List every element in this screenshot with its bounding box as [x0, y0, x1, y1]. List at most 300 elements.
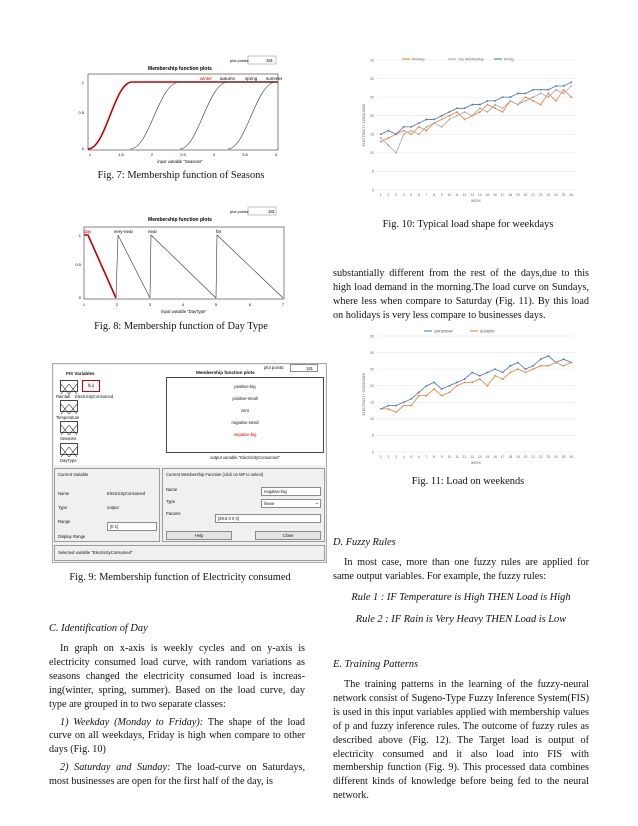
xtick-5: 6 — [417, 455, 420, 459]
fig7-caption: Fig. 7: Membership function of Seasons — [97, 170, 265, 181]
ytick-5: 25 — [370, 367, 374, 372]
series-line-2 — [381, 82, 571, 134]
series-1-point-19 — [525, 372, 527, 374]
series-1-point-10 — [456, 115, 458, 117]
series-0-point-8 — [441, 388, 443, 390]
xtick-6: 7 — [425, 193, 428, 197]
xtick-21: 22 — [538, 455, 543, 459]
fis-input-seasons-node[interactable] — [60, 421, 78, 433]
display-range-label: Display Range — [58, 534, 86, 539]
legend-label-0: Monday — [412, 57, 425, 62]
xtick-6: 7 — [425, 455, 428, 459]
fig9-plot-points-value: 181 — [306, 366, 313, 371]
xtick-22: 23 — [546, 455, 551, 459]
xtick-15: 16 — [493, 455, 497, 459]
xtick-16: 17 — [500, 193, 505, 197]
series-0-point-9 — [448, 115, 450, 117]
series-0-point-16 — [502, 372, 504, 374]
mf-name-label: Name — [166, 487, 178, 492]
series-1-point-14 — [487, 385, 489, 387]
series-1-point-9 — [448, 119, 450, 121]
section-d-heading: D. Fuzzy Rules — [333, 537, 396, 548]
params-label: Params — [166, 511, 181, 516]
fis-output-node-label: f(u) — [87, 383, 95, 388]
ytick-6: 30 — [370, 350, 374, 355]
fis-input-daytype-icon — [61, 447, 77, 457]
series-2-point-25 — [570, 81, 572, 83]
fig7-xtick-5: 3.5 — [242, 152, 248, 157]
series-1-point-4 — [410, 405, 412, 407]
y-axis-label: ELECTRICITY CONSUMED — [362, 103, 366, 147]
series-1-point-17 — [509, 372, 511, 374]
fig8-xtick-3: 4 — [181, 302, 185, 307]
series-1-point-25 — [570, 362, 572, 364]
series-1-point-0 — [380, 408, 382, 410]
series-2-point-20 — [532, 89, 534, 91]
series-0-point-15 — [494, 107, 496, 109]
fig11-chart — [357, 326, 579, 466]
section-e-heading: E. Training Patterns — [333, 659, 419, 670]
fig8-plot-points-value: 181 — [268, 209, 275, 214]
fig7-xtick-0: 1 — [88, 152, 92, 157]
weekend-title: 2) Saturday and Sunday: — [60, 762, 171, 774]
series-0-point-11 — [464, 119, 466, 121]
help-button[interactable]: Help — [166, 531, 232, 540]
fis-output-node[interactable] — [82, 380, 100, 392]
fig8-plot — [70, 204, 292, 316]
fig8-ytick-05: 0.5 — [75, 262, 81, 267]
legend-label-1: Tue Wednesday — [458, 57, 484, 62]
fis-variables-title: FIS Variables — [66, 371, 95, 376]
x-axis-label: WEEK — [471, 199, 481, 203]
xtick-13: 14 — [477, 193, 482, 197]
fis-input-daytype-label: DayType — [60, 458, 77, 463]
fig10-caption: Fig. 10: Typical load shape for weekdays — [382, 219, 554, 230]
xtick-7: 8 — [433, 193, 436, 197]
fig7-mf-spring[interactable]: spring — [245, 76, 258, 81]
series-0-point-21 — [540, 104, 542, 106]
ytick-1: 5 — [372, 169, 374, 174]
chart-legend — [402, 58, 514, 62]
xtick-23: 24 — [554, 455, 558, 459]
fig9-output-label: output variable "ElectricityConsumed" — [210, 455, 280, 460]
para-weekend — [49, 761, 305, 789]
series-2-point-14 — [487, 100, 489, 102]
series-2-point-2 — [395, 133, 397, 135]
series-0-point-4 — [410, 398, 412, 400]
series-0-point-3 — [403, 401, 405, 403]
series-1-point-23 — [555, 362, 557, 364]
para-fuzzy-rules: In most case, more than one fuzzy rules are applied for same output variables. For example, the fuzzy rules: — [333, 557, 589, 582]
series-0-point-15 — [494, 368, 496, 370]
section-c-heading: C. Identification of Day — [49, 623, 148, 634]
series-1-point-1 — [388, 145, 390, 147]
para-weekday — [49, 716, 305, 758]
fis-output-label: ElectricityConsumed — [75, 394, 114, 399]
fig8-xtick-6: 7 — [281, 302, 285, 307]
ytick-1: 5 — [372, 433, 374, 438]
fig7-xtick-4: 3 — [212, 152, 216, 157]
ytick-2: 10 — [370, 151, 374, 156]
xtick-14: 15 — [485, 193, 490, 197]
series-0-point-20 — [532, 100, 534, 102]
xtick-5: 6 — [417, 193, 420, 197]
legend-label-1: SUNDAY — [480, 329, 495, 334]
weekend-text: The load-curve on Saturdays, most businesses are open for the first half of the day, is — [49, 762, 305, 788]
series-1-point-0 — [380, 137, 382, 139]
current-mf-panel — [162, 468, 325, 542]
series-0-point-0 — [380, 141, 382, 143]
series-1-point-24 — [563, 93, 565, 95]
series-0-point-22 — [547, 355, 549, 357]
ytick-5: 25 — [370, 95, 374, 100]
series-2-point-4 — [410, 126, 412, 128]
xtick-18: 19 — [515, 193, 520, 197]
fig7-plot-points-value: 181 — [266, 58, 273, 63]
series-1-point-13 — [479, 378, 481, 380]
fig7-title: Membership function plots — [148, 66, 212, 72]
params-field[interactable] — [215, 514, 321, 523]
series-1-point-13 — [479, 107, 481, 109]
fis-input-rainfall-node[interactable] — [60, 380, 78, 392]
series-0-point-11 — [464, 378, 466, 380]
series-line-0 — [381, 356, 571, 409]
x-axis-label: WEEK — [471, 461, 481, 465]
series-1-point-22 — [547, 365, 549, 367]
fig9-plot-points-label: plot points: — [264, 365, 285, 370]
fig7-mf-winter[interactable]: winter — [200, 76, 213, 81]
fig7-mf-summer[interactable]: summer — [266, 76, 283, 81]
series-0-point-13 — [479, 111, 481, 113]
fig8-mf-day[interactable]: day — [84, 229, 92, 234]
fig10-chart — [357, 54, 579, 204]
fig11-caption: Fig. 11: Load on weekends — [411, 476, 525, 487]
series-1-point-24 — [563, 365, 565, 367]
xtick-0: 1 — [379, 455, 382, 459]
xtick-22: 23 — [546, 193, 551, 197]
series-0-point-9 — [448, 385, 450, 387]
xtick-25: 26 — [569, 455, 574, 459]
xtick-1: 2 — [387, 193, 390, 197]
series-1-point-18 — [517, 104, 519, 106]
mf-name-field[interactable] — [261, 487, 321, 496]
mf-type-label: Type — [166, 499, 176, 504]
series-0-point-8 — [441, 119, 443, 121]
xtick-3: 4 — [402, 455, 405, 459]
series-0-point-24 — [563, 358, 565, 360]
series-1-point-18 — [517, 368, 519, 370]
fis-variables-pane — [54, 365, 325, 465]
fig8-ytick-0: 0 — [78, 295, 81, 300]
series-0-point-17 — [509, 365, 511, 367]
current-variable-panel — [54, 468, 160, 542]
series-2-point-13 — [479, 104, 481, 106]
fig7-xlabel: input variable "Seasons" — [157, 159, 203, 164]
ytick-4: 20 — [370, 384, 374, 389]
ytick-2: 10 — [370, 417, 374, 422]
params-value: [29.6 0 0 0] — [218, 516, 239, 521]
series-0-point-14 — [487, 372, 489, 374]
series-1-point-2 — [395, 152, 397, 154]
fis-input-temperature-icon — [61, 404, 77, 414]
series-1-point-21 — [540, 365, 542, 367]
fig7-ytick-0: 0 — [81, 146, 84, 151]
series-2-point-9 — [448, 111, 450, 113]
xtick-2: 3 — [395, 455, 397, 459]
fig8-xtick-1: 2 — [115, 302, 119, 307]
fig8-mf-very-near[interactable]: very-near — [114, 229, 134, 234]
fig7-xtick-1: 1.5 — [118, 152, 124, 157]
xtick-2: 3 — [395, 193, 397, 197]
fig9-caption: Fig. 9: Membership function of Electricity consumed — [69, 572, 291, 583]
fig9-fis-editor — [52, 363, 327, 563]
series-line-1 — [381, 363, 571, 413]
series-0-point-6 — [426, 385, 428, 387]
series-0-point-20 — [532, 365, 534, 367]
series-1-point-4 — [410, 130, 412, 132]
series-1-point-17 — [509, 100, 511, 102]
series-0-point-3 — [403, 130, 405, 132]
series-2-point-6 — [426, 119, 428, 121]
mf-type-value: linear — [264, 501, 275, 506]
fig8-xtick-0: 1 — [82, 302, 86, 307]
fig8-ytick-1: 1 — [78, 233, 81, 238]
series-2-point-3 — [403, 126, 405, 128]
series-1-point-5 — [418, 395, 420, 397]
current-mf-title: Current Membership Function (click on MF to select) — [166, 472, 264, 477]
para-training: The training patterns in the learning of the fuzzy-neural network consist of Sugeno-Type Fuzzy Inference System(FIS) is used in this input variables applied with membership values of p and fuzzy inference rules. The outcome of fuzzy rules as described above (Fig. 12). The Target load is output of electricity consumed and it also load into FIS with membership function (Fig. 9). This processed data combines different kinds of knowledge before being fed to the neural network. — [333, 679, 589, 802]
legend-label-2: Friday — [504, 57, 514, 62]
ytick-7: 35 — [370, 58, 374, 63]
series-0-point-18 — [517, 362, 519, 364]
series-2-point-0 — [380, 133, 382, 135]
xtick-9: 10 — [447, 193, 452, 197]
series-0-point-23 — [555, 100, 557, 102]
series-2-point-8 — [441, 115, 443, 117]
ytick-0: 0 — [372, 188, 374, 193]
fig8-plot-points-label: plot points: — [230, 209, 250, 214]
mf-name-value: negative-big — [264, 489, 287, 494]
range-value: [0 1] — [110, 524, 119, 529]
ytick-6: 30 — [370, 76, 374, 81]
fig7-mf-autumn[interactable]: autumn — [220, 76, 236, 81]
fig11-figure — [357, 326, 579, 466]
xtick-20: 21 — [531, 193, 536, 197]
series-2-point-11 — [464, 107, 466, 109]
series-1-point-1 — [388, 408, 390, 410]
series-2-point-10 — [456, 107, 458, 109]
series-0-point-14 — [487, 104, 489, 106]
fis-input-seasons-icon — [61, 425, 77, 435]
series-1-point-16 — [502, 107, 504, 109]
name-label: Name — [58, 491, 70, 496]
xtick-9: 10 — [447, 455, 452, 459]
xtick-16: 17 — [500, 455, 505, 459]
series-1-point-3 — [403, 405, 405, 407]
series-1-point-23 — [555, 89, 557, 91]
series-1-point-25 — [570, 85, 572, 87]
mf-zero[interactable]: zero — [240, 408, 250, 413]
series-0-point-5 — [418, 391, 420, 393]
xtick-10: 11 — [455, 193, 459, 197]
type-value: output — [107, 505, 119, 510]
fis-input-seasons-label: Seasons — [60, 436, 77, 441]
series-0-point-25 — [570, 96, 572, 98]
y-axis-label: ELECTRICITY CONSUMED — [362, 372, 366, 416]
series-1-point-2 — [395, 411, 397, 413]
fig8-caption: Fig. 8: Membership function of Day Type — [94, 321, 268, 332]
series-2-point-17 — [509, 96, 511, 98]
series-2-point-22 — [547, 89, 549, 91]
xtick-7: 8 — [433, 455, 436, 459]
mf-type-select[interactable] — [261, 499, 321, 508]
series-1-point-16 — [502, 378, 504, 380]
series-0-point-24 — [563, 89, 565, 91]
range-label: Range — [58, 519, 71, 524]
xtick-23: 24 — [554, 193, 558, 197]
rule-1: Rule 1 : IF Temperature is High THEN Load is High — [351, 592, 571, 603]
current-variable-title: Current Variable — [58, 472, 89, 477]
series-2-point-19 — [525, 93, 527, 95]
xtick-12: 13 — [470, 455, 475, 459]
xtick-13: 14 — [477, 455, 482, 459]
xtick-17: 18 — [508, 193, 513, 197]
series-0-point-19 — [525, 96, 527, 98]
ytick-3: 15 — [370, 132, 374, 137]
series-1-point-8 — [441, 126, 443, 128]
xtick-25: 26 — [569, 193, 574, 197]
chart-legend — [424, 330, 495, 334]
mf-positive-big[interactable]: positive-big — [234, 384, 256, 389]
series-1-point-10 — [456, 385, 458, 387]
fig8-xtick-2: 3 — [148, 302, 152, 307]
left-column-body — [49, 642, 305, 789]
series-1-point-3 — [403, 133, 405, 135]
series-2-point-15 — [494, 100, 496, 102]
xtick-8: 9 — [440, 455, 443, 459]
xtick-4: 5 — [410, 193, 413, 197]
ytick-7: 35 — [370, 334, 374, 339]
series-1-point-8 — [441, 395, 443, 397]
xtick-20: 21 — [531, 455, 536, 459]
fig8-xlabel: input variable "DayType" — [161, 309, 207, 314]
series-0-point-1 — [388, 405, 390, 407]
chevron-down-icon[interactable]: ⌄ — [314, 500, 319, 506]
series-0-point-22 — [547, 93, 549, 95]
fig7-plot — [70, 54, 292, 166]
name-value: ElectricityConsumed — [107, 491, 146, 496]
xtick-1: 2 — [387, 455, 390, 459]
legend-label-0: SATURDAY — [434, 329, 454, 334]
series-2-point-16 — [502, 96, 504, 98]
series-2-point-12 — [471, 104, 473, 106]
range-field[interactable] — [107, 522, 157, 531]
fig8-mf-near[interactable]: near — [148, 229, 158, 234]
series-2-point-24 — [563, 85, 565, 87]
fig8-xtick-5: 6 — [248, 302, 252, 307]
series-0-point-10 — [456, 382, 458, 384]
series-1-point-5 — [418, 133, 420, 135]
series-0-point-16 — [502, 111, 504, 113]
series-2-point-7 — [433, 119, 435, 121]
xtick-21: 22 — [538, 193, 543, 197]
xtick-15: 16 — [493, 193, 497, 197]
series-1-point-12 — [471, 115, 473, 117]
series-1-point-11 — [464, 111, 466, 113]
mf-positive-small[interactable]: positive-small — [232, 396, 258, 401]
xtick-17: 18 — [508, 455, 513, 459]
series-2-point-23 — [555, 85, 557, 87]
series-0-point-19 — [525, 368, 527, 370]
series-0-point-21 — [540, 358, 542, 360]
series-2-point-18 — [517, 93, 519, 95]
series-0-point-12 — [471, 372, 473, 374]
series-1-point-20 — [532, 96, 534, 98]
close-button[interactable]: Close — [255, 531, 321, 540]
mf-negative-small[interactable]: negative-small — [231, 420, 259, 425]
fig7-xtick-3: 2.5 — [180, 152, 186, 157]
fig7-xtick-2: 2 — [150, 152, 154, 157]
series-1-point-21 — [540, 93, 542, 95]
fig9-mf-plot[interactable] — [166, 377, 324, 453]
series-2-point-5 — [418, 122, 420, 124]
series-2-point-21 — [540, 89, 542, 91]
series-1-point-6 — [426, 126, 428, 128]
rule-2: Rule 2 : IF Rain is Very Heavy THEN Load is Low — [355, 614, 567, 625]
xtick-0: 1 — [379, 193, 382, 197]
series-2-point-1 — [388, 130, 390, 132]
mf-negative-big[interactable]: negative-big — [233, 432, 257, 437]
fis-input-temperature-node[interactable] — [60, 400, 78, 412]
series-1-point-7 — [433, 388, 435, 390]
series-1-point-15 — [494, 104, 496, 106]
xtick-24: 25 — [561, 193, 566, 197]
ytick-0: 0 — [372, 450, 374, 455]
fig9-plot-points-field[interactable] — [290, 364, 318, 372]
series-1-point-15 — [494, 375, 496, 377]
right-column-continuation: substantially different from the rest of the days,due to this high load demand in the morning.The load curve on Sundays, where less when compare to Saturday (Fig. 11). By this load on holidays is very less compare to businesses days. — [333, 268, 589, 321]
series-1-point-7 — [433, 122, 435, 124]
weekday-text: The shape of the load curve on all weekdays, Friday is high when compare to other days (Fig. 10) — [49, 716, 305, 756]
series-1-point-11 — [464, 382, 466, 384]
xtick-11: 12 — [462, 193, 467, 197]
fig7-figure — [70, 54, 292, 166]
series-0-point-10 — [456, 111, 458, 113]
xtick-14: 15 — [485, 455, 490, 459]
type-label: Type — [58, 505, 68, 510]
weekday-title: 1) Weekday (Monday to Friday): — [60, 716, 204, 728]
fis-input-temperature-label: Temperature — [56, 415, 80, 420]
xtick-19: 20 — [523, 193, 528, 197]
xtick-18: 19 — [515, 455, 520, 459]
fig8-figure — [70, 204, 292, 316]
fig8-xtick-4: 5 — [214, 302, 218, 307]
fig7-ytick-1: 1 — [81, 80, 84, 85]
fig8-mf-far[interactable]: far — [216, 229, 222, 234]
series-1-point-20 — [532, 368, 534, 370]
series-line-1 — [381, 86, 571, 153]
fis-input-daytype-node[interactable] — [60, 443, 78, 455]
xtick-4: 5 — [410, 455, 413, 459]
status-bar — [54, 545, 325, 561]
xtick-3: 4 — [402, 193, 405, 197]
series-0-point-5 — [418, 126, 420, 128]
series-0-point-2 — [395, 405, 397, 407]
series-0-point-13 — [479, 375, 481, 377]
ytick-3: 15 — [370, 400, 374, 405]
xtick-19: 20 — [523, 455, 528, 459]
xtick-8: 9 — [440, 193, 443, 197]
